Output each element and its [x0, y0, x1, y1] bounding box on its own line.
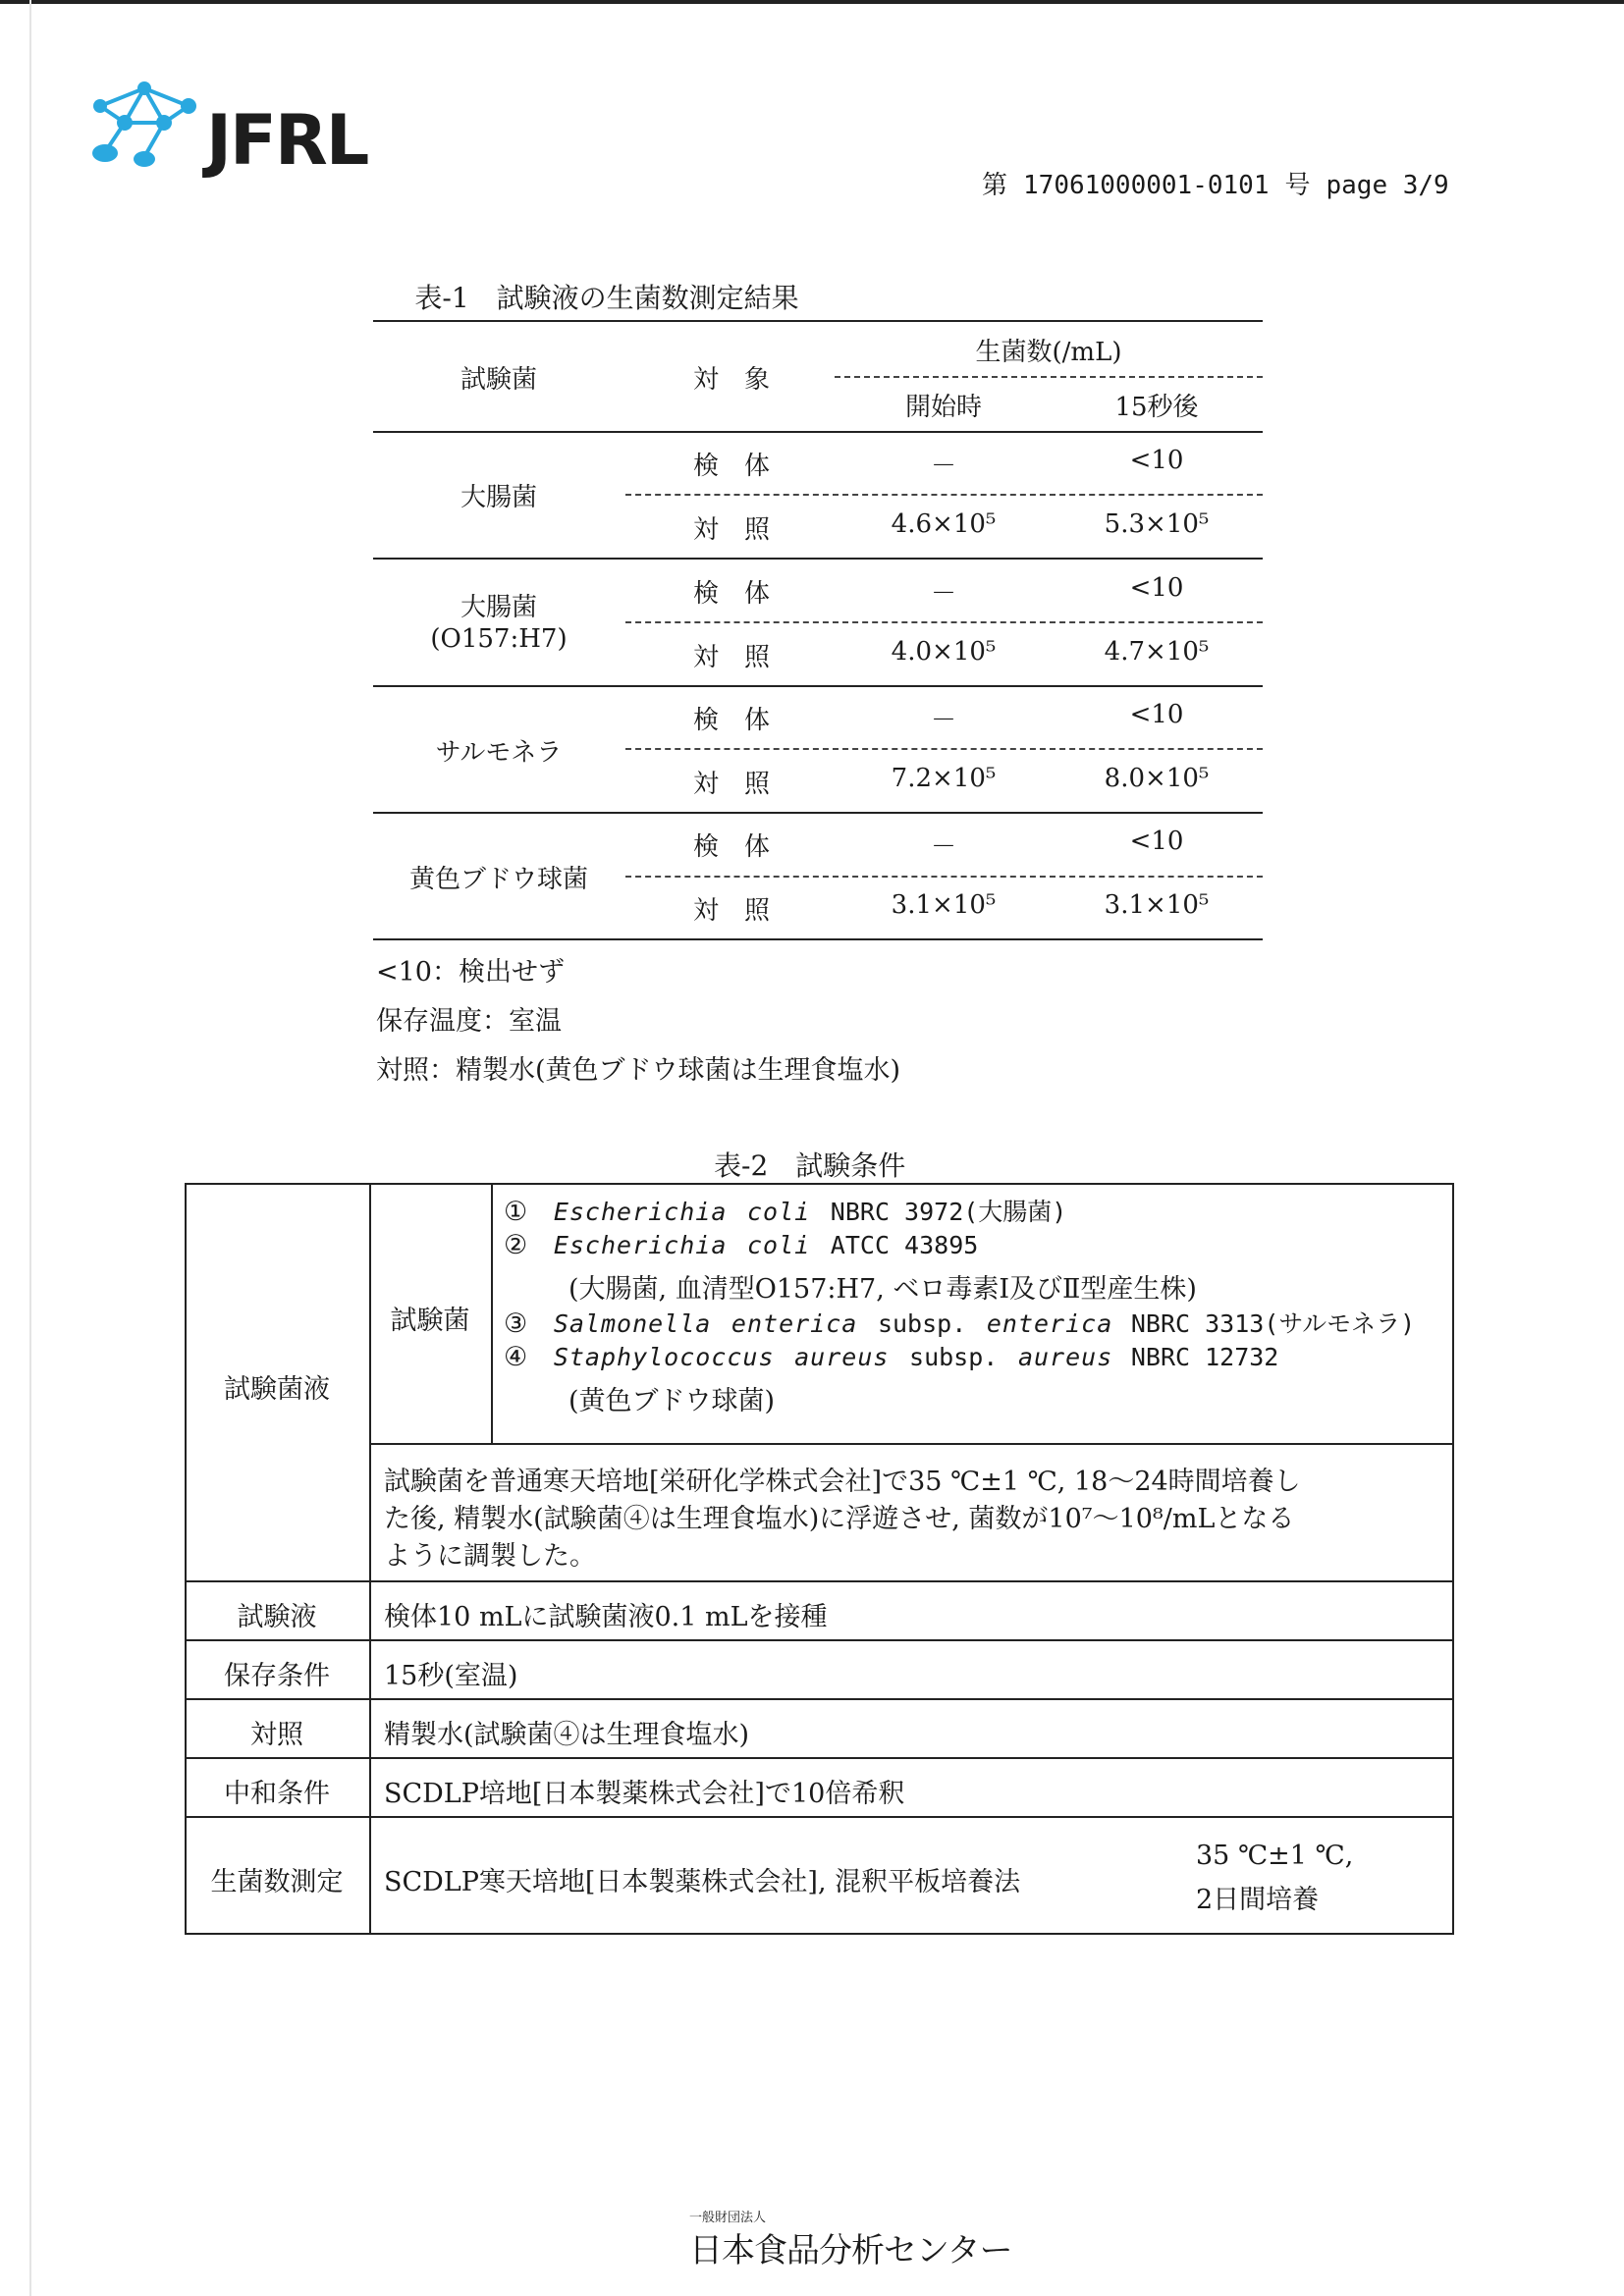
strain-4	[504, 1342, 1278, 1372]
header-count: 生菌数(/mL)	[975, 338, 1122, 367]
strain-3-subsp: enterica	[986, 1309, 1113, 1338]
group2-row2-target: 対 照	[692, 643, 771, 672]
t2-hline-1	[369, 1443, 1454, 1445]
row-storage-value: 15秒(室温)	[384, 1661, 518, 1691]
table1-caption: 表-1 試験液の生菌数測定結果	[414, 282, 799, 314]
doc-prefix: 第	[982, 171, 1008, 200]
table2	[185, 1183, 1454, 1935]
page-left-edge	[29, 0, 31, 2296]
t2-label-divider	[369, 1183, 371, 1935]
strain-3-genus: Salmonella	[553, 1309, 712, 1338]
label-inoculum: 試験菌液	[224, 1374, 330, 1405]
group3-row1-after: <10	[1129, 700, 1184, 729]
row-neutralize-label: 中和条件	[224, 1779, 330, 1809]
row-measure-cond2: 2日間培養	[1196, 1885, 1320, 1915]
strain-3-rest: NBRC 3313(サルモネラ)	[1130, 1309, 1416, 1338]
group2-row1-target: 検 体	[692, 579, 771, 609]
jfrl-logo	[90, 79, 405, 187]
strain-3	[504, 1305, 1415, 1340]
group1-bottom-rule	[373, 558, 1263, 560]
t2-hline-3	[185, 1639, 1454, 1641]
strain-1-species: coli	[746, 1198, 811, 1226]
group4-organism: 黄色ブドウ球菌	[408, 865, 589, 894]
strain-2-species: coli	[746, 1231, 811, 1259]
group3-bottom-rule	[373, 812, 1263, 814]
strain-4-note: (黄色ブドウ球菌)	[568, 1386, 776, 1416]
strain-2	[504, 1230, 978, 1260]
footer-org-name: 日本食品分析センター	[689, 2231, 1012, 2270]
prep-line-2: た後, 精製水(試験菌④は生理食塩水)に浮遊させ, 菌数が10⁷～10⁸/mLとなる	[384, 1504, 1295, 1534]
group3-row2-target: 対 照	[692, 770, 771, 799]
header-organism: 試験菌	[460, 365, 538, 395]
strain-4-subsp-word: subsp.	[909, 1343, 999, 1371]
row-control-value: 精製水(試験菌④は生理食塩水)	[384, 1720, 750, 1750]
group3-row2-after: 8.0×10⁵	[1104, 764, 1210, 793]
group4-row1-after: <10	[1129, 827, 1184, 856]
group2-row1-start: －	[930, 579, 957, 609]
table1-top-rule	[373, 320, 1263, 322]
t2-hline-2	[185, 1580, 1454, 1582]
group2-row2-after: 4.7×10⁵	[1104, 637, 1210, 667]
group1-dash	[625, 494, 1263, 496]
row-storage-label: 保存条件	[224, 1661, 330, 1691]
logo-wordmark: JFRL	[206, 100, 368, 181]
group4-row2-target: 対 照	[692, 896, 771, 926]
strain-3-num: ③	[504, 1308, 528, 1339]
strain-3-species: enterica	[731, 1309, 858, 1338]
group1-row2-after: 5.3×10⁵	[1104, 509, 1210, 539]
t2-hline-6	[185, 1816, 1454, 1818]
note-control: 対照：精製水(黄色ブドウ球菌は生理食塩水)	[376, 1055, 901, 1086]
page-indicator: page 3/9	[1326, 171, 1449, 200]
header-start: 開始時	[904, 393, 983, 422]
group2-organism: 大腸菌	[460, 593, 538, 622]
row-measure-label: 生菌数測定	[210, 1867, 344, 1897]
table1-notes	[376, 948, 900, 1095]
t2-border-left	[185, 1183, 187, 1935]
row-test-liquid-value: 検体10 mLに試験菌液0.1 mLを接種	[384, 1602, 828, 1632]
group2-bottom-rule	[373, 685, 1263, 687]
group4-row1-start: －	[930, 832, 957, 862]
strain-2-note: (大腸菌, 血清型O157:H7, ベロ毒素Ⅰ及びⅡ型産生株)	[568, 1274, 1197, 1305]
header-after: 15秒後	[1114, 393, 1199, 422]
strain-1	[504, 1193, 1066, 1228]
group3-organism: サルモネラ	[435, 738, 563, 768]
prep-line-1: 試験菌を普通寒天培地[栄研化学株式会社]で35 ℃±1 ℃, 18～24時間培養し	[384, 1467, 1301, 1497]
group2-row2-start: 4.0×10⁵	[891, 637, 997, 667]
strain-4-genus: Staphylococcus	[553, 1343, 775, 1371]
group4-row2-after: 3.1×10⁵	[1104, 890, 1210, 920]
group3-row1-target: 検 体	[692, 706, 771, 735]
group4-row2-start: 3.1×10⁵	[891, 890, 997, 920]
label-strain: 試験菌	[390, 1306, 470, 1336]
group2-dash	[625, 621, 1263, 623]
t2-hline-5	[185, 1757, 1454, 1759]
group1-row1-after: <10	[1129, 446, 1184, 475]
note-detection-limit: <10：検出せず	[376, 957, 565, 988]
group1-organism: 大腸菌	[460, 483, 538, 512]
t2-border-right	[1452, 1183, 1454, 1935]
page-top-border	[0, 0, 1624, 4]
strain-1-genus: Escherichia	[553, 1198, 728, 1226]
doc-suffix: 号	[1284, 171, 1311, 200]
group4-row1-target: 検 体	[692, 832, 771, 862]
row-control-label: 対照	[250, 1720, 303, 1750]
molecule-logo-icon	[90, 79, 208, 177]
group2-row1-after: <10	[1129, 573, 1184, 603]
strain-4-rest: NBRC 12732	[1130, 1343, 1279, 1371]
table1-header-dash	[835, 376, 1263, 378]
group2-serotype: (O157:H7)	[430, 624, 568, 654]
strain-2-num: ②	[504, 1230, 528, 1260]
strain-2-rest: ATCC 43895	[830, 1231, 979, 1259]
strain-1-rest: NBRC 3972(大腸菌)	[830, 1198, 1067, 1226]
footer-small-text: 一般財団法人	[689, 2211, 767, 2225]
row-test-liquid-label: 試験液	[237, 1602, 317, 1632]
strain-4-num: ④	[504, 1342, 528, 1372]
group3-row1-start: －	[930, 706, 957, 735]
group4-dash	[625, 876, 1263, 878]
strain-4-species: aureus	[794, 1343, 890, 1371]
strain-3-subsp-word: subsp.	[877, 1309, 967, 1338]
group1-row1-start: －	[930, 452, 957, 481]
strain-1-num: ①	[504, 1197, 528, 1227]
group3-dash	[625, 748, 1263, 750]
row-measure-cond1: 35 ℃±1 ℃,	[1196, 1841, 1354, 1871]
document-number	[982, 165, 1465, 201]
prep-line-3: ように調製した。	[384, 1541, 596, 1572]
footer-organization	[689, 2207, 1012, 2271]
doc-number: 17061000001-0101	[1023, 171, 1270, 200]
t2-border-bottom	[185, 1933, 1454, 1935]
table1-bottom-rule	[373, 938, 1263, 940]
row-measure-value: SCDLP寒天培地[日本製薬株式会社], 混釈平板培養法	[384, 1867, 1021, 1897]
row-neutralize-value: SCDLP培地[日本製薬株式会社]で10倍希釈	[384, 1779, 905, 1809]
group1-row2-target: 対 照	[692, 515, 771, 545]
group1-row2-start: 4.6×10⁵	[891, 509, 997, 539]
group3-row2-start: 7.2×10⁵	[891, 764, 997, 793]
group1-row1-target: 検 体	[692, 452, 771, 481]
t2-strain-divider	[491, 1183, 493, 1443]
table2-caption: 表-2 試験条件	[714, 1149, 906, 1182]
strain-2-genus: Escherichia	[553, 1231, 728, 1259]
header-target: 対 象	[692, 365, 771, 395]
note-storage-temp: 保存温度：室温	[376, 1006, 562, 1037]
strain-4-subsp: aureus	[1017, 1343, 1113, 1371]
table1-header-rule	[373, 431, 1263, 433]
t2-border-top	[185, 1183, 1454, 1185]
t2-hline-4	[185, 1698, 1454, 1700]
